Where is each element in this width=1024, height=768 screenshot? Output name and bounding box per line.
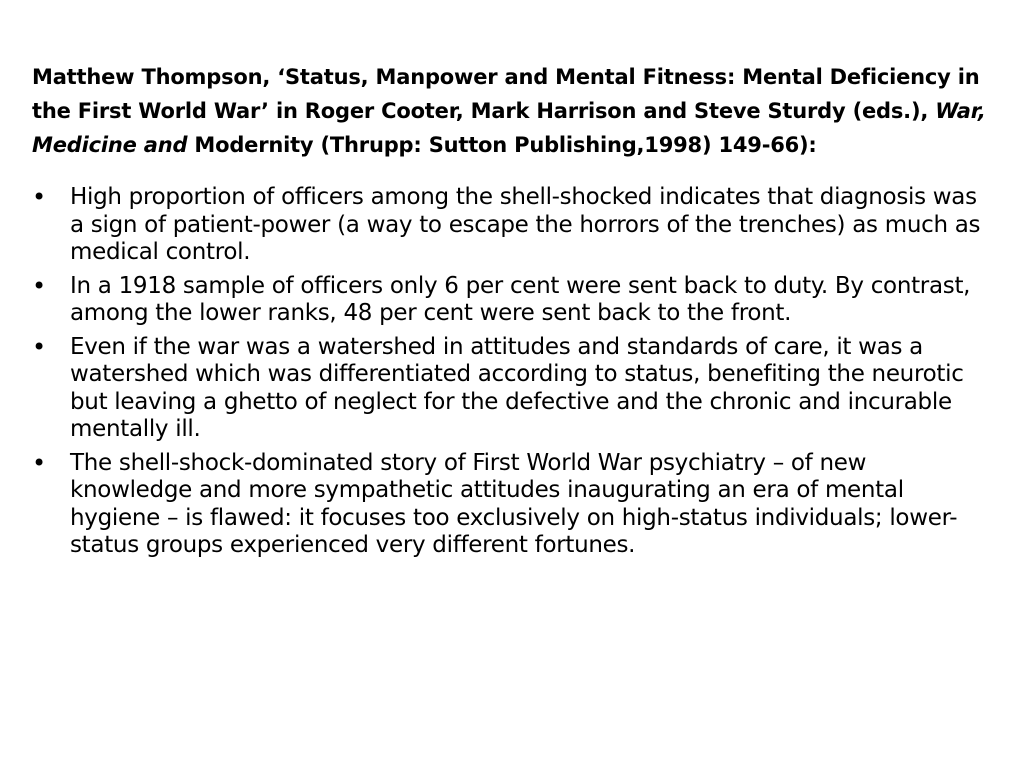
bullet-item — [32, 184, 988, 267]
bullet-icon: • — [32, 448, 47, 477]
citation-title — [32, 60, 988, 162]
bullet-item — [32, 273, 988, 328]
bullet-list — [32, 184, 988, 560]
bullet-text: The shell-shock-dominated story of First World War psychiatry – of new knowledge and more sympathetic attitudes inaugurating an era of mental hygiene – is flawed: it focuses too exclusively on high-status individuals; lower-status groups experienced very different fortunes. — [70, 449, 958, 558]
bullet-icon: • — [32, 271, 47, 300]
bullet-item — [32, 334, 988, 444]
citation-text-part-1: Matthew Thompson, ‘Status, Manpower and Mental Fitness: Mental Deficiency in the First World War’ in Roger Cooter, Mark Harrison and Steve Sturdy (eds.), — [32, 65, 980, 123]
bullet-text: In a 1918 sample of officers only 6 per cent were sent back to duty. By contrast, among the lower ranks, 48 per cent were sent back to the front. — [70, 272, 971, 326]
bullet-text: Even if the war was a watershed in attitudes and standards of care, it was a watershed which was differentiated according to status, benefiting the neurotic but leaving a ghetto of neglect for the defective and the chronic and incurable mentally ill. — [70, 333, 964, 442]
bullet-item — [32, 450, 988, 560]
bullet-icon: • — [32, 183, 47, 211]
bullet-icon: • — [32, 332, 47, 361]
citation-text-part-2: Modernity (Thrupp: Sutton Publishing,1998) 149-66): — [187, 133, 817, 157]
bullet-text: High proportion of officers among the shell-shocked indicates that diagnosis was a sign of patient-power (a way to escape the horrors of the trenches) as much as medical control. — [70, 184, 981, 265]
citation-italic-text: War, Medicine and — [32, 99, 986, 157]
